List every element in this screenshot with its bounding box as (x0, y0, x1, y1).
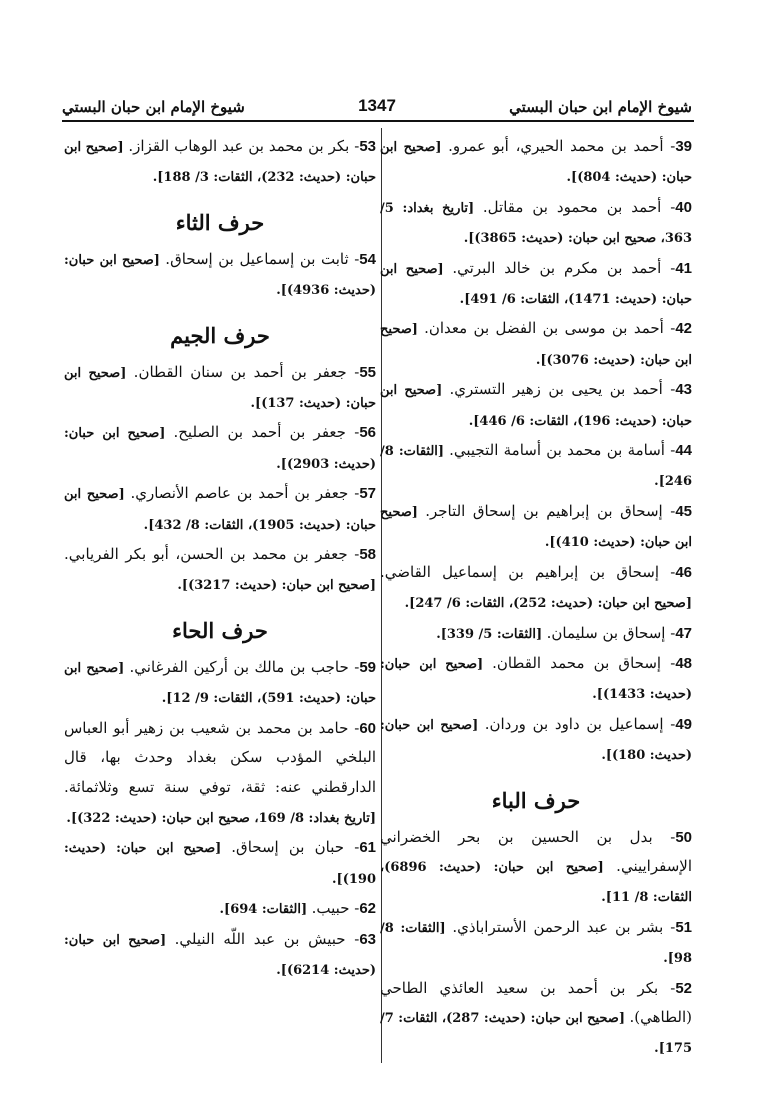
entry-text: - إسحاق بن إبراهيم بن إسماعيل القاضي. (380, 562, 676, 581)
header-title-left: شيوخ الإمام ابن حبان البستي (62, 98, 245, 116)
entry-number: 63 (359, 930, 376, 948)
entry-text: - بدل بن الحسين بن بحر الخضراني الإسفراييني. (380, 827, 692, 875)
entry-reference: [تاريخ بغداد: 5/ 363، صحيح ابن حبان: (حديث: 3865)]. (380, 200, 692, 247)
entry-reference: [الثقات: 8/ 98]. (380, 920, 692, 967)
entry-text: - جعفر بن محمد بن الحسن، أبو بكر الفريابي. (64, 545, 360, 564)
header-title-right: شيوخ الإمام ابن حبان البستي (509, 98, 692, 116)
page-header (62, 86, 692, 116)
entry (64, 653, 376, 714)
entry (380, 132, 692, 193)
left-column (64, 132, 376, 985)
header-rule (62, 120, 694, 122)
entry-number: 57 (359, 485, 376, 503)
entry (64, 925, 376, 986)
entry-number: 51 (675, 918, 692, 936)
entry-number: 41 (675, 259, 692, 277)
entry-reference: [صحيح ابن حبان: (حديث: 1471)، الثقات: 6/ 491]. (380, 261, 692, 308)
entry-reference: [صحيح ابن حبان: (حديث: 3076)]. (380, 322, 692, 368)
entry (380, 375, 692, 436)
entry (380, 710, 692, 771)
entry-text: - بشر بن عبد الرحمن الأستراباذي. (452, 917, 676, 936)
entry-number: 49 (675, 715, 692, 733)
entry-reference: [صحيح ابن حبان: (حديث: 6214)]. (64, 932, 376, 978)
entry (64, 245, 376, 306)
entry-text: - حبيش بن عبد اللّه النيلي. (174, 929, 360, 948)
entry-number: 62 (359, 900, 376, 918)
entry-reference: [صحيح ابن حبان: (حديث: 252)، الثقات: 6/ 247]. (404, 596, 692, 612)
entry-text: - حبان بن إسحاق. (231, 838, 360, 857)
entry-reference: [صحيح ابن حبان: (حديث: 232)، الثقات: 3/ 188]. (64, 140, 376, 186)
entry-number: 39 (675, 138, 693, 155)
section-heading: حرف الباء (491, 787, 581, 813)
entry-text: - أسامة بن محمد بن أسامة التجيبي. (449, 441, 676, 460)
entry-number: 60 (359, 719, 376, 737)
entry-number: 40 (675, 198, 692, 216)
entry-reference: [الثقات: 8/ 246]. (380, 444, 692, 490)
entry (380, 823, 692, 913)
entry (380, 649, 692, 710)
entry-number: 43 (675, 381, 692, 399)
entry-text: - جعفر بن أحمد بن سنان القطان. (133, 362, 360, 381)
entry-text: - بكر بن أحمد بن سعيد العائذي الطاحي (الطاهي). (380, 978, 692, 1026)
entry (64, 479, 376, 540)
entry (64, 714, 376, 834)
entry-text: - إسحاق بن إبراهيم بن إسحاق التاجر. (425, 501, 676, 520)
entry-text: - أحمد بن محمد الحيري، أبو عمرو. (448, 137, 676, 155)
entry-reference: [الثقات: 5/ 339]. (436, 626, 547, 642)
entry (64, 132, 376, 193)
entry (380, 193, 692, 254)
entry-reference: [صحيح ابن حبان: (حديث: 1905)، الثقات: 8/ 432]. (64, 487, 376, 533)
entry-text: - إسحاق بن سليمان. (546, 623, 676, 642)
entry-text: - بكر بن محمد بن عبد الوهاب القزاز. (128, 137, 360, 155)
entry-reference: [صحيح ابن حبان: (حديث: 804)]. (380, 140, 692, 186)
entry-text: - حاجب بن مالك بن أركين الفرغاني. (129, 657, 360, 676)
entry (380, 314, 692, 375)
entry-reference: [صحيح ابن حبان: (حديث: 3217)]. (177, 578, 376, 594)
entry-reference: [صحيح ابن حبان: (حديث: 6896)، الثقات: 8/ 11]. (380, 859, 692, 906)
entry-number: 46 (675, 563, 692, 581)
section-heading: حرف الجيم (170, 322, 270, 348)
entry (380, 497, 692, 558)
entry-number: 53 (359, 138, 376, 155)
entry-text: - حبيب. (311, 899, 360, 918)
entry-number: 50 (675, 828, 692, 846)
right-column (380, 132, 692, 1064)
entry-number: 44 (675, 442, 692, 460)
entry-reference: [صحيح ابن حبان: (حديث: 180)]. (380, 717, 692, 764)
entry-reference: [صحيح ابن حبان: (حديث: 410)]. (380, 504, 692, 551)
entry (380, 913, 692, 974)
entry-reference: [تاريخ بغداد: 8/ 169، صحيح ابن حبان: (حديث: 322)]. (66, 810, 376, 826)
page-number: 1347 (358, 96, 396, 115)
entry (380, 436, 692, 497)
entry-text: - إسحاق بن محمد القطان. (492, 653, 676, 672)
entry-number: 55 (359, 363, 377, 381)
entry-reference: [صحيح ابن حبان: (حديث: 287)، الثقات: 7/ 175]. (379, 1010, 692, 1057)
entry-reference: [الثقات: 694]. (219, 902, 312, 918)
entry-text: - أحمد بن موسى بن الفضل بن معدان. (424, 319, 676, 338)
entry-reference: [صحيح ابن حبان: (حديث: 137)]. (64, 365, 376, 412)
entry (64, 833, 376, 894)
entry-number: 61 (359, 839, 376, 857)
entry-text: - ثابت بن إسماعيل بن إسحاق. (165, 249, 360, 268)
entry (64, 358, 376, 419)
entry-number: 59 (359, 658, 376, 676)
entry-reference: [صحيح ابن حبان: (حديث: 591)، الثقات: 9/ 12]. (64, 660, 376, 707)
entry-number: 56 (359, 424, 376, 442)
entry-text: - جعفر بن أحمد بن الصليح. (173, 423, 360, 442)
entry-number: 47 (675, 624, 692, 642)
entry-text: - جعفر بن أحمد بن عاصم الأنصاري. (130, 484, 360, 503)
entry (64, 894, 376, 924)
entry-text: - أحمد بن محمود بن مقاتل. (482, 197, 676, 216)
entry-number: 48 (675, 654, 692, 672)
entry (380, 619, 692, 649)
entry-text: - إسماعيل بن داود بن وردان. (484, 714, 676, 733)
entry-text: - أحمد بن مكرم بن خالد البرتي. (452, 258, 676, 277)
entry-reference: [صحيح ابن حبان: (حديث: 1433)]. (380, 656, 692, 703)
entry-number: 45 (675, 502, 692, 520)
entry (64, 540, 376, 601)
entry (380, 254, 692, 315)
entry-number: 52 (675, 979, 692, 997)
entry (64, 418, 376, 479)
entry-reference: [صحيح ابن حبان: (حديث: 4936)]. (64, 252, 376, 299)
entry-reference: [صحيح ابن حبان: (حديث: 190)]. (64, 841, 376, 887)
section-heading: حرف الحاء (172, 617, 268, 643)
entry-text: - حامد بن محمد بن شعيب بن زهير أبو العباس البلخي المؤدب سكن بغداد وحدث بها، قال الدارقطني عنه: ثقة، توفي سنة تسع وثلاثمائة. (64, 718, 376, 796)
entry-number: 54 (359, 250, 376, 268)
entry (380, 558, 692, 619)
entry-number: 58 (359, 546, 376, 564)
entry-number: 42 (675, 320, 693, 338)
section-heading: حرف الثاء (175, 209, 265, 235)
entry-text: - أحمد بن يحيى بن زهير التستري. (449, 380, 676, 399)
entry-reference: [صحيح ابن حبان: (حديث: 196)، الثقات: 6/ 446]. (380, 383, 692, 429)
entry-reference: [صحيح ابن حبان: (حديث: 2903)]. (64, 426, 376, 472)
entry (380, 974, 692, 1064)
